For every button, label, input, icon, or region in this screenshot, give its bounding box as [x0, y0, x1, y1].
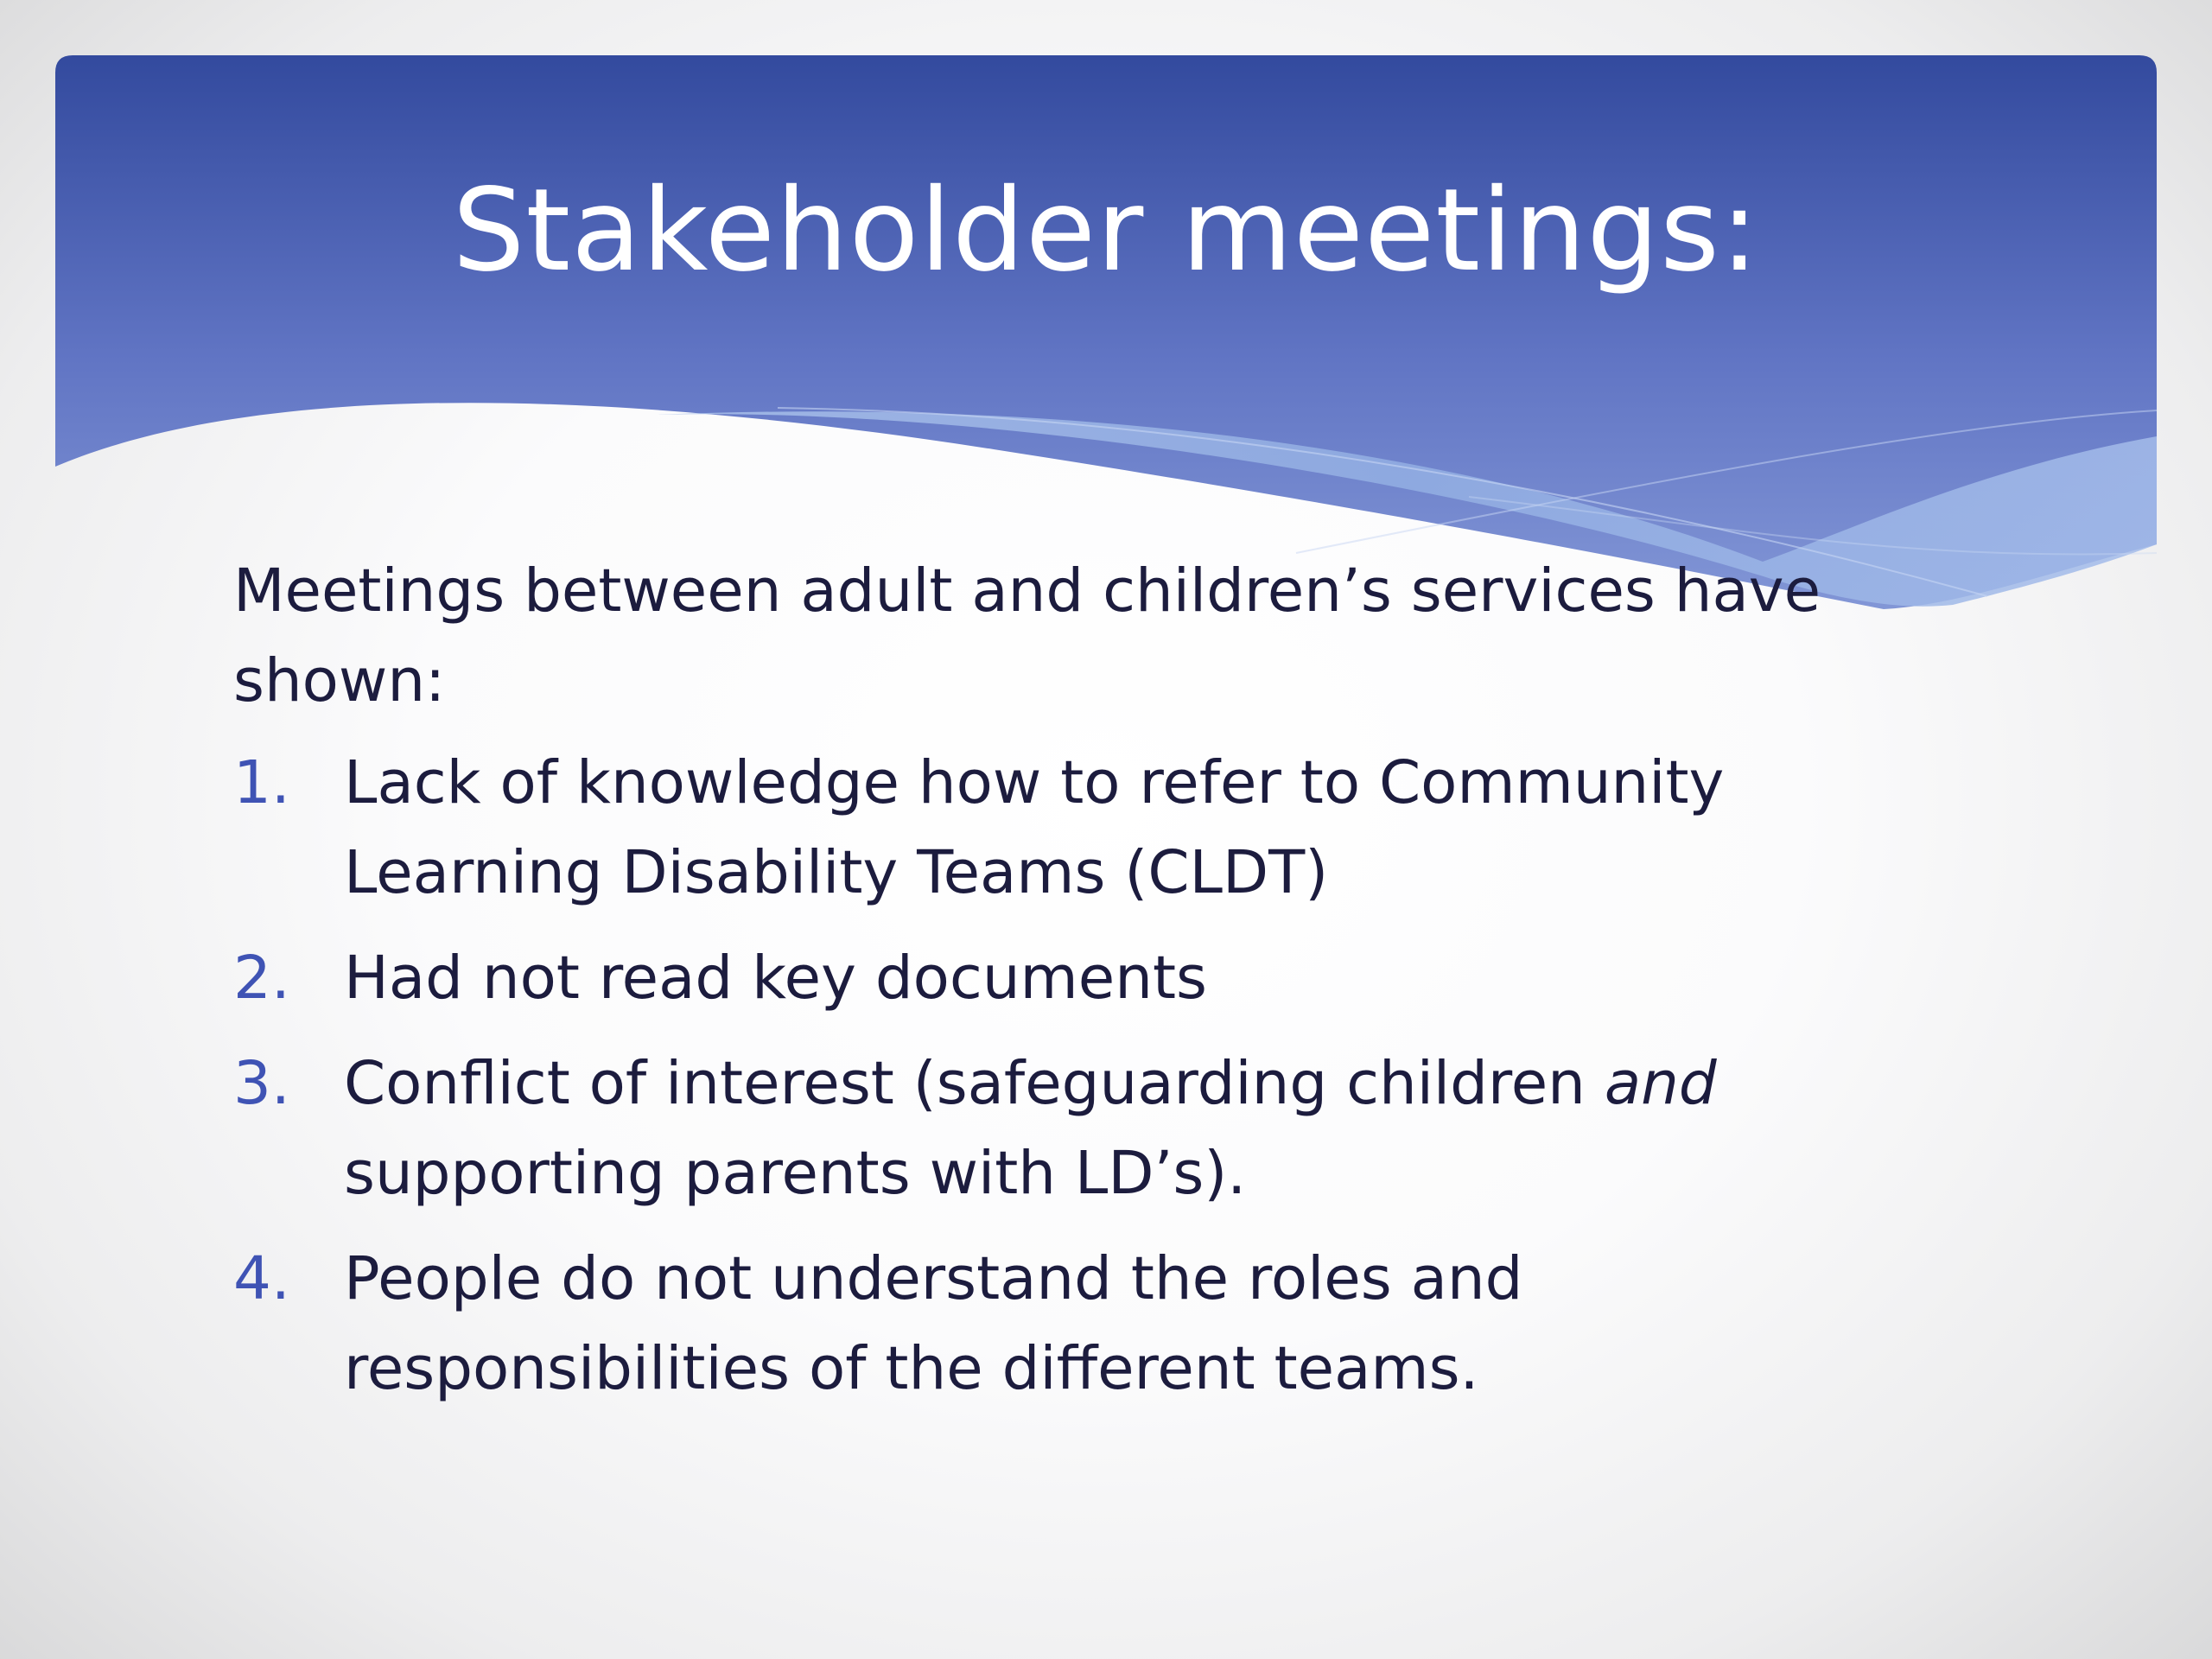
list-number: 3. [233, 1049, 290, 1118]
list-item [233, 1039, 1875, 1218]
intro-text: Meetings between adult and children’s services have shown: [233, 556, 1821, 715]
list-item-text-start: Conflict of interest (safeguarding children [344, 1049, 1605, 1118]
list-number: 1. [233, 748, 290, 817]
list-item [233, 933, 1875, 1023]
slide-body [233, 546, 1875, 1429]
emphasis-text: and [1604, 1049, 1717, 1118]
list-item [233, 1234, 1875, 1414]
header-banner-shape [55, 55, 2157, 609]
findings-list [233, 738, 1875, 1414]
list-item-text: People do not understand the roles and responsibilities of the different teams. [344, 1244, 1523, 1403]
list-item-text-end: supporting parents with LD’s). [344, 1139, 1247, 1208]
list-number: 4. [233, 1244, 290, 1313]
slide-title: Stakeholder meetings: [452, 164, 1760, 297]
list-item [233, 738, 1875, 918]
list-number: 2. [233, 944, 290, 1013]
list-item-text: Lack of knowledge how to refer to Community Learning Disability Teams (CLDT) [344, 748, 1725, 907]
list-item-text: Had not read key documents [344, 944, 1207, 1013]
list-item-text [344, 1049, 1717, 1208]
